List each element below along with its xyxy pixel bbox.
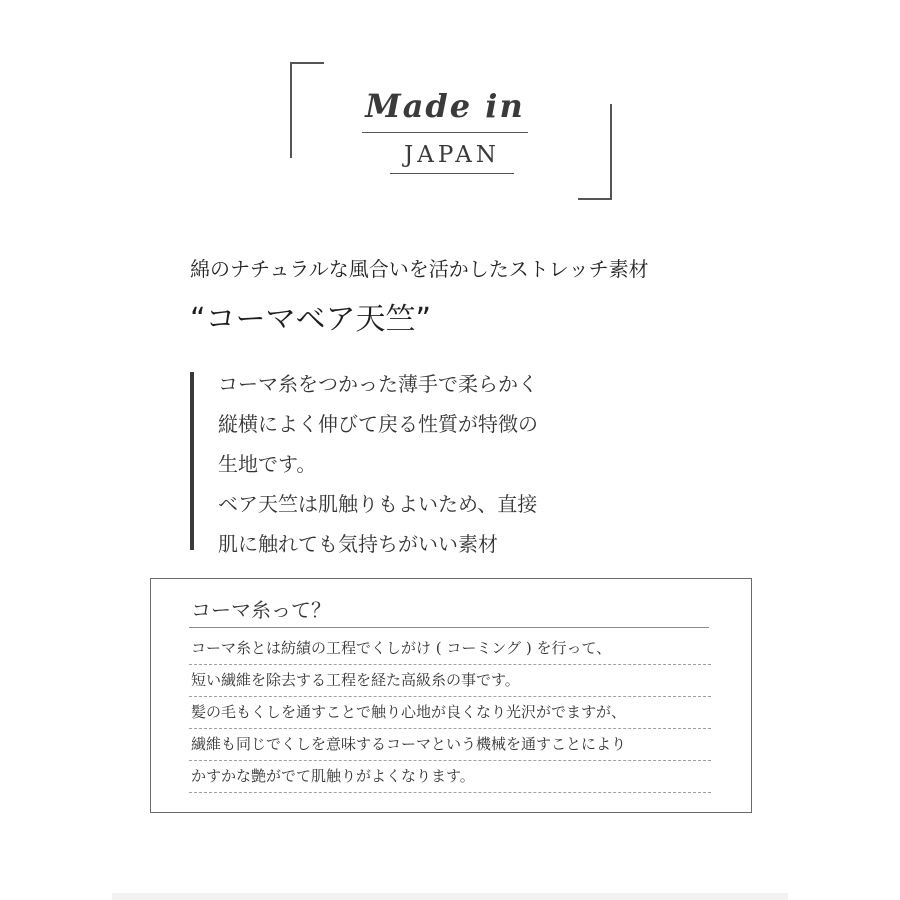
description-line: ベア天竺は肌触りもよいため、直接 [218,492,538,516]
corner-bracket-top-left-vertical [290,62,292,158]
bottom-divider-strip [112,893,788,900]
description-accent-bar [190,372,194,550]
corner-bracket-top-left [290,62,324,64]
badge-country-text: JAPAN [404,142,500,168]
description-line: 肌に触れても気持ちがいい素材 [218,532,498,556]
description-line: コーマ糸をつかった薄手で柔らかく [218,372,538,396]
badge-divider-top [362,132,528,133]
info-line: コーマ糸とは紡績の工程でくしがけ ( コーミング ) を行って、 [189,633,711,665]
description-line: 生地です。 [218,452,317,476]
combed-yarn-info-box [150,578,752,813]
corner-bracket-bottom-right [578,198,612,200]
info-line: 短い繊維を除去する工程を経た高級糸の事です。 [189,665,711,697]
badge-divider-bottom [390,173,514,174]
info-title-divider [189,627,709,628]
info-line: 繊維も同じでくしを意味するコーマという機械を通すことにより [189,729,711,761]
subheadline: 綿のナチュラルな風合いを活かしたストレッチ素材 [190,257,649,281]
description-block [218,364,638,564]
info-line: 髪の毛もくしを通すことで触り心地が良くなり光沢がでますが、 [189,697,711,729]
badge-made-in-text: Made in [365,87,525,125]
info-box-title: コーマ糸って？ [191,598,331,622]
made-in-japan-badge [290,62,612,200]
info-line: かすかな艶がでて肌触りがよくなります。 [189,761,711,793]
info-box-body [189,633,711,793]
description-line: 縦横によく伸びて戻る性質が特徴の [218,412,538,436]
product-headline: “コーマベア天竺” [190,302,432,337]
corner-bracket-bottom-right-vertical [610,104,612,200]
